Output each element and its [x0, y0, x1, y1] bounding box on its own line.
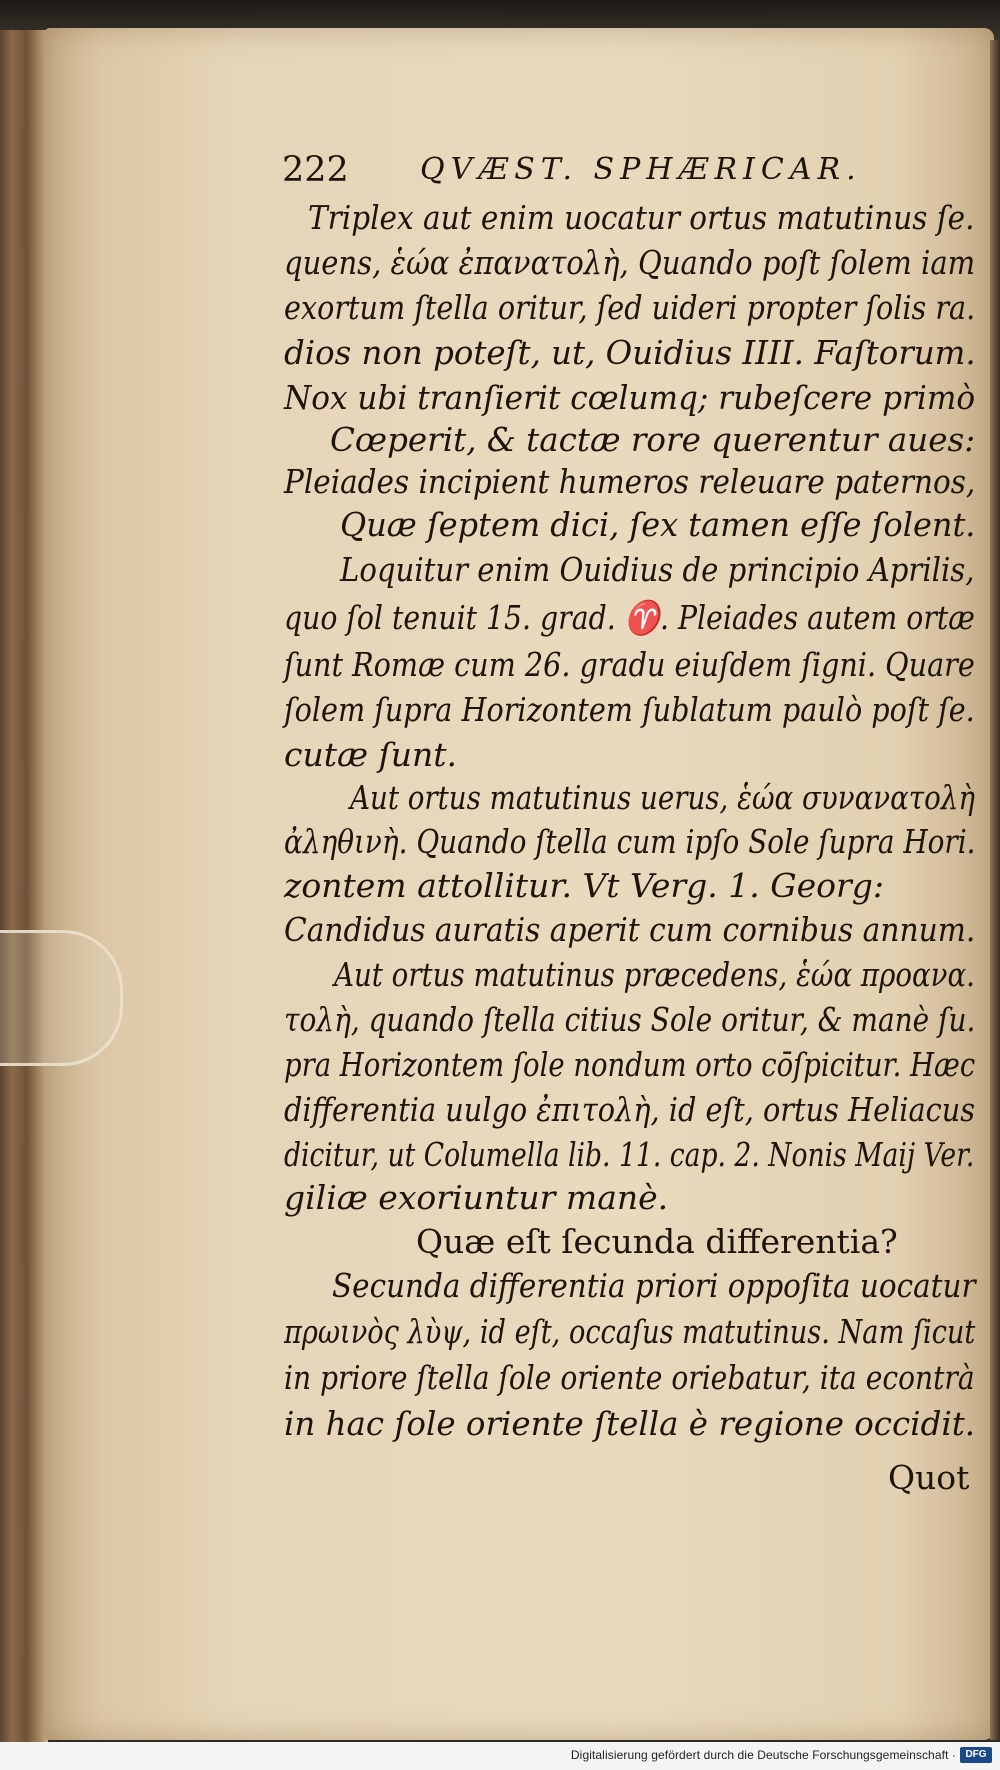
text-line: τολὴ, quando ſtella citius Sole oritur, & manè ſu. — [284, 1000, 976, 1039]
text-line: Nox ubi tranſierit cœlumq; rubeſcere primò — [284, 378, 976, 417]
text-line: Cœperit, & tactæ rore querentur aues: — [330, 420, 976, 459]
running-title: QVÆST. SPHÆRICAR. — [420, 152, 862, 187]
text-line: exortum ſtella oritur, ſed uideri propter ſolis ra. — [284, 288, 976, 327]
text-line: Aut ortus matutinus uerus, ἑώα συνανατολὴ — [350, 778, 975, 817]
text-line: zontem attollitur. Vt Verg. 1. Georg: — [284, 866, 884, 905]
text-line: ἀληθινὴ. Quando ſtella cum ipſo Sole ſupra Hori. — [284, 822, 976, 861]
dfg-logo: DFG — [960, 1747, 992, 1763]
text-line: giliæ exoriuntur manè. — [284, 1178, 669, 1217]
text-line: differentia uulgo ἐπιτολὴ, id eſt, ortus Heliacus — [284, 1090, 975, 1129]
text-line: Triplex aut enim uocatur ortus matutinus ſe. — [308, 198, 975, 237]
text-line: Candidus auratis aperit cum cornibus annum. — [284, 910, 976, 949]
catchword: Quot — [888, 1458, 970, 1497]
text-line: Secunda differentia priori oppoſita uocatur — [332, 1266, 976, 1305]
text-line: πρωινὸς λὺψ, id eſt, occaſus matutinus. Nam ſicut — [284, 1312, 976, 1351]
page-number: 222 — [282, 150, 349, 190]
text-line: ſunt Romæ cum 26. gradu eiuſdem ſigni. Quare — [284, 645, 975, 684]
text-line: dicitur, ut Columella lib. 11. cap. 2. Nonis Maij Ver. — [284, 1135, 975, 1174]
text-line: Quæ ſeptem dici, ſex tamen eſſe ſolent. — [340, 505, 976, 544]
text-line: Pleiades incipient humeros releuare paternos, — [284, 462, 976, 501]
text-line: in priore ſtella ſole oriente oriebatur, ita econtrà — [284, 1358, 975, 1397]
text-line: pra Horizontem ſole nondum orto cōſpicitur. Hæc — [284, 1045, 976, 1084]
text-line: Aut ortus matutinus præcedens, ἑώα προανα. — [334, 955, 975, 994]
question-heading: Quæ eſt ſecunda differentia? — [416, 1222, 898, 1261]
text-line: Loquitur enim Ouidius de principio Aprilis, — [340, 550, 975, 589]
text-line: dios non poteſt, ut, Ouidius IIII. Faſtorum. — [284, 333, 976, 372]
text-line: cutæ ſunt. — [284, 735, 457, 774]
text-line: quo ſol tenuit 15. grad. ♈. Pleiades autem ortæ — [284, 598, 975, 637]
text-line: ſolem ſupra Horizontem ſublatum paulò poſt ſe. — [284, 690, 975, 729]
text-line: quens, ἑώα ἐπανατολὴ, Quando poſt ſolem iam — [284, 243, 976, 282]
footer-credit: Digitalisierung gefördert durch die Deutsche Forschungsgemeinschaft · — [570, 1748, 956, 1762]
text-line: in hac ſole oriente ſtella è regione occidit. — [284, 1404, 976, 1443]
